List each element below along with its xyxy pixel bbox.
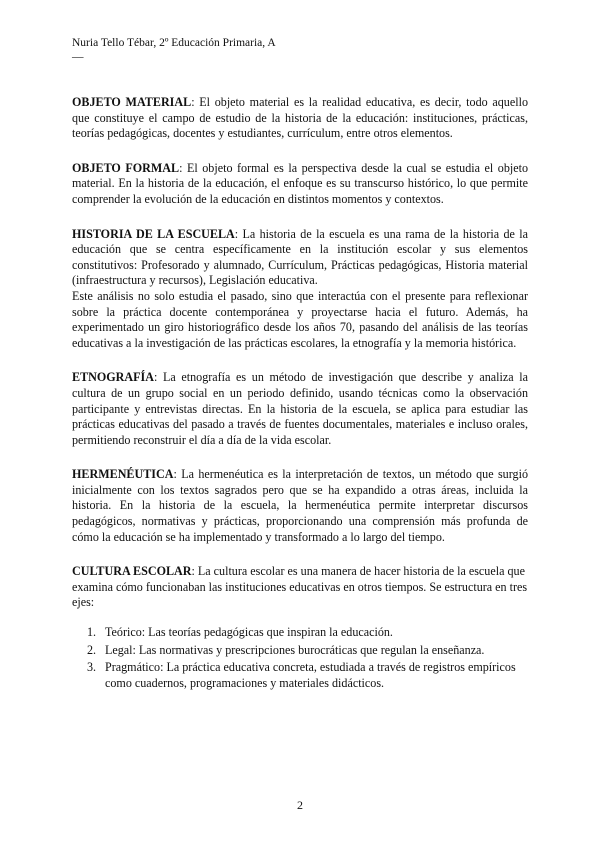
section-cultura-escolar [72,564,528,611]
header-author-line: Nuria Tello Tébar, 2º Educación Primaria, A [72,37,276,49]
section-text: : El objeto formal es la perspectiva desde la cual se estudia el objeto material. En la historia de la educación, el enfoque es su transcurso histórico, lo que permite comprender la evolución de la educación en distintos momentos y contextos. [72,160,529,206]
section-hermeneutica [72,467,528,545]
section-etnografia [72,370,528,448]
section-historia-de-la-escuela [72,227,528,289]
list-item-number: 3. [87,660,97,675]
section-term: HISTORIA DE LA ESCUELA [72,226,235,241]
section-term: OBJETO MATERIAL [72,95,192,109]
section-text: : El objeto material es la realidad educativa, es decir, todo aquello que constituye el campo de estudio de la historia de la educación: instituciones, prácticas, teorías pedagógicas, docentes y estudiantes, currículum, entre otros elementos. [72,95,528,141]
list-item-number: 2. [87,642,97,657]
section-term: CULTURA ESCOLAR [72,564,192,579]
page-number: 2 [297,798,303,812]
section-historia-de-la-escuela-extra: Este análisis no solo estudia el pasado, sino que interactúa con el presente para reflexionar sobre la práctica docente contemporánea y proyectarse hacia el futuro. Además, ha experimentado un giro historiográfico desde los años 70, pasando del análisis de las teorías educativas a la investigación de las prácticas escolares, la etnografía y la memoria histórica. [72,288,528,350]
section-text: : La cultura escolar es una manera de hacer historia de la escuela que examina cómo funcionaban las instituciones educativas en otros tiempos. Se estructura en tres ejes: [72,564,528,610]
section-term: HERMENÉUTICA [72,467,174,482]
cultura-escolar-list [72,625,528,691]
list-item [72,643,528,659]
list-item-text: Legal: Las normativas y prescripciones burocráticas que regulan la enseñanza. [105,642,485,657]
header-rule: — [72,51,84,63]
section-term: OBJETO FORMAL [72,160,180,175]
section-objeto-formal [72,161,528,208]
section-text: : La hermenéutica es la interpretación de textos, un método que surgió inicialmente con los textos sagrados pero que se ha expandido a otras áreas, incluida la historia. En la historia de la escuela, la hermenéutica permite interpretar discursos pedagógicos, normativas y prácticas, proporcionando una comprensión más profunda de cómo la educación se ha implementado y transformado a lo largo del tiempo. [72,467,528,544]
list-item-number: 1. [87,625,97,640]
list-item [72,660,528,691]
list-item-text: Pragmático: La práctica educativa concreta, estudiada a través de registros empíricos como cuadernos, programaciones y materiales didácticos. [105,660,516,690]
page-header [72,36,276,64]
section-term: ETNOGRAFÍA [72,370,154,385]
list-item-text: Teórico: Las teorías pedagógicas que inspiran la educación. [105,625,393,640]
section-text: : La historia de la escuela es una rama de la historia de la educación que se centra específicamente en la institución escolar y sus elementos constitutivos: Profesorado y alumnado, Currículum, Prácticas pedagógicas, Historia material (infraestructura y recursos), Legislación educativa. [72,226,528,288]
section-text: : La etnografía es un método de investigación que describe y analiza la cultura de un grupo social en un periodo definido, usando técnicas como la observación participante y entrevistas directas. En la historia de la escuela, se aplica para estudiar las prácticas educativas del pasado a través de fuentes documentales, materiales e incluso orales, permitiendo reconstruir el día a día de la vida escolar. [72,370,528,447]
list-item [72,625,528,641]
section-objeto-material [72,95,528,142]
document-body [72,95,528,693]
